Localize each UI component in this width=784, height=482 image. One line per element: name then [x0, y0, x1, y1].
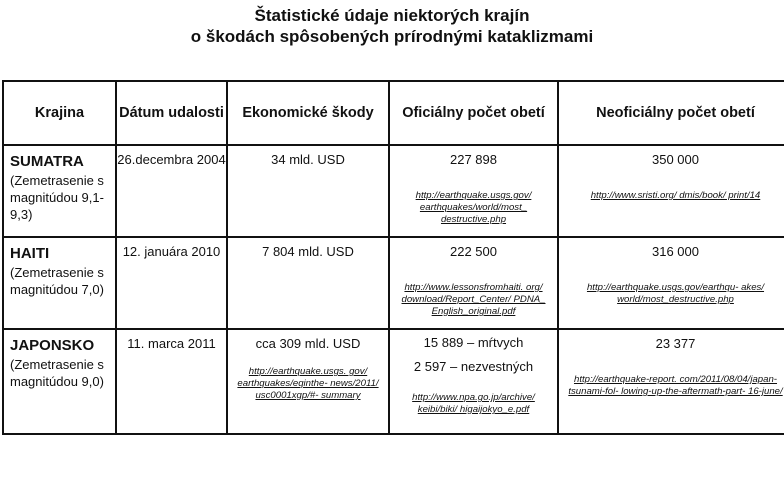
statistics-table: [2, 80, 784, 435]
header-official: Oficiálny počet obetí: [389, 81, 558, 145]
damage-cell: [227, 329, 389, 434]
table-row: [3, 145, 784, 237]
table-row: [3, 237, 784, 329]
country-cell: [3, 145, 116, 237]
source-link[interactable]: http://earthquake.usgs.gov/earthqu- akes/ world/most_destructive.php: [586, 282, 765, 305]
date-cell: [116, 329, 227, 434]
date-cell: [116, 237, 227, 329]
country-cell: [3, 237, 116, 329]
unofficial-cell: [558, 145, 784, 237]
date-cell: [116, 145, 227, 237]
header-date: Dátum udalosti: [116, 81, 227, 145]
damage-value: cca 309 mld. USD: [255, 336, 361, 351]
damage-cell: [227, 145, 389, 237]
source-link[interactable]: http://earthquake-report. com/2011/08/04/japan-tsunami-fol- lowing-up-the-aftermath-part- 16-june/: [568, 374, 783, 397]
header-row: [3, 81, 784, 145]
header-damage: Ekonomické škody: [227, 81, 389, 145]
country-name: HAITI: [10, 245, 50, 262]
official-dead: 15 889 – mŕtvych: [423, 335, 524, 350]
damage-cell: [227, 237, 389, 329]
unofficial-cell: [558, 237, 784, 329]
source-link[interactable]: http://www.lessonsfromhaiti. org/ download/Report_Center/ PDNA_ English_original.pdf: [401, 282, 546, 317]
country-note: (Zemetrasenie s magnitúdou 9,0): [10, 357, 104, 389]
official-missing: 2 597 – nezvestných: [413, 359, 534, 374]
source-link[interactable]: http://www.sristi.org/ dmis/book/ print/14: [590, 190, 761, 201]
header-country: Krajina: [3, 81, 116, 145]
source-link[interactable]: http://www.npa.go.jp/archive/ keibi/biki/ higaijokyo_e.pdf: [412, 392, 535, 415]
country-name: JAPONSKO: [10, 337, 95, 354]
unofficial-cell: [558, 329, 784, 434]
official-cell: [389, 237, 558, 329]
country-note: (Zemetrasenie s magnitúdou 9,1-9,3): [10, 173, 104, 222]
table-row: [3, 329, 784, 434]
official-count: 222 500: [450, 244, 497, 259]
event-date: 11. marca 2011: [127, 336, 216, 351]
event-date: 12. januára 2010: [122, 244, 221, 259]
country-name: SUMATRA: [10, 153, 84, 170]
unofficial-count: 350 000: [652, 152, 699, 167]
page-subtitle: o škodách spôsobených prírodnými kataklizmami: [190, 27, 594, 46]
page-title: Štatistické údaje niektorých krajín: [254, 6, 530, 25]
damage-value: 34 mld. USD: [271, 152, 345, 167]
damage-value: 7 804 mld. USD: [262, 244, 354, 259]
source-link[interactable]: http://earthquake.usgs. gov/ earthquakes/eqinthe- news/2011/ usc0001xgp/#- summary: [237, 366, 379, 401]
country-note: (Zemetrasenie s magnitúdou 7,0): [10, 265, 104, 297]
unofficial-count: 23 377: [655, 336, 696, 351]
unofficial-count: 316 000: [652, 244, 699, 259]
official-cell: [389, 145, 558, 237]
country-cell: [3, 329, 116, 434]
event-date: 26.decembra 2004: [117, 152, 226, 167]
source-link[interactable]: http://earthquake.usgs.gov/ earthquakes/world/most_ destructive.php: [415, 190, 532, 225]
official-cell: [389, 329, 558, 434]
official-count: 227 898: [450, 152, 497, 167]
header-unofficial: Neoficiálny počet obetí: [558, 81, 784, 145]
